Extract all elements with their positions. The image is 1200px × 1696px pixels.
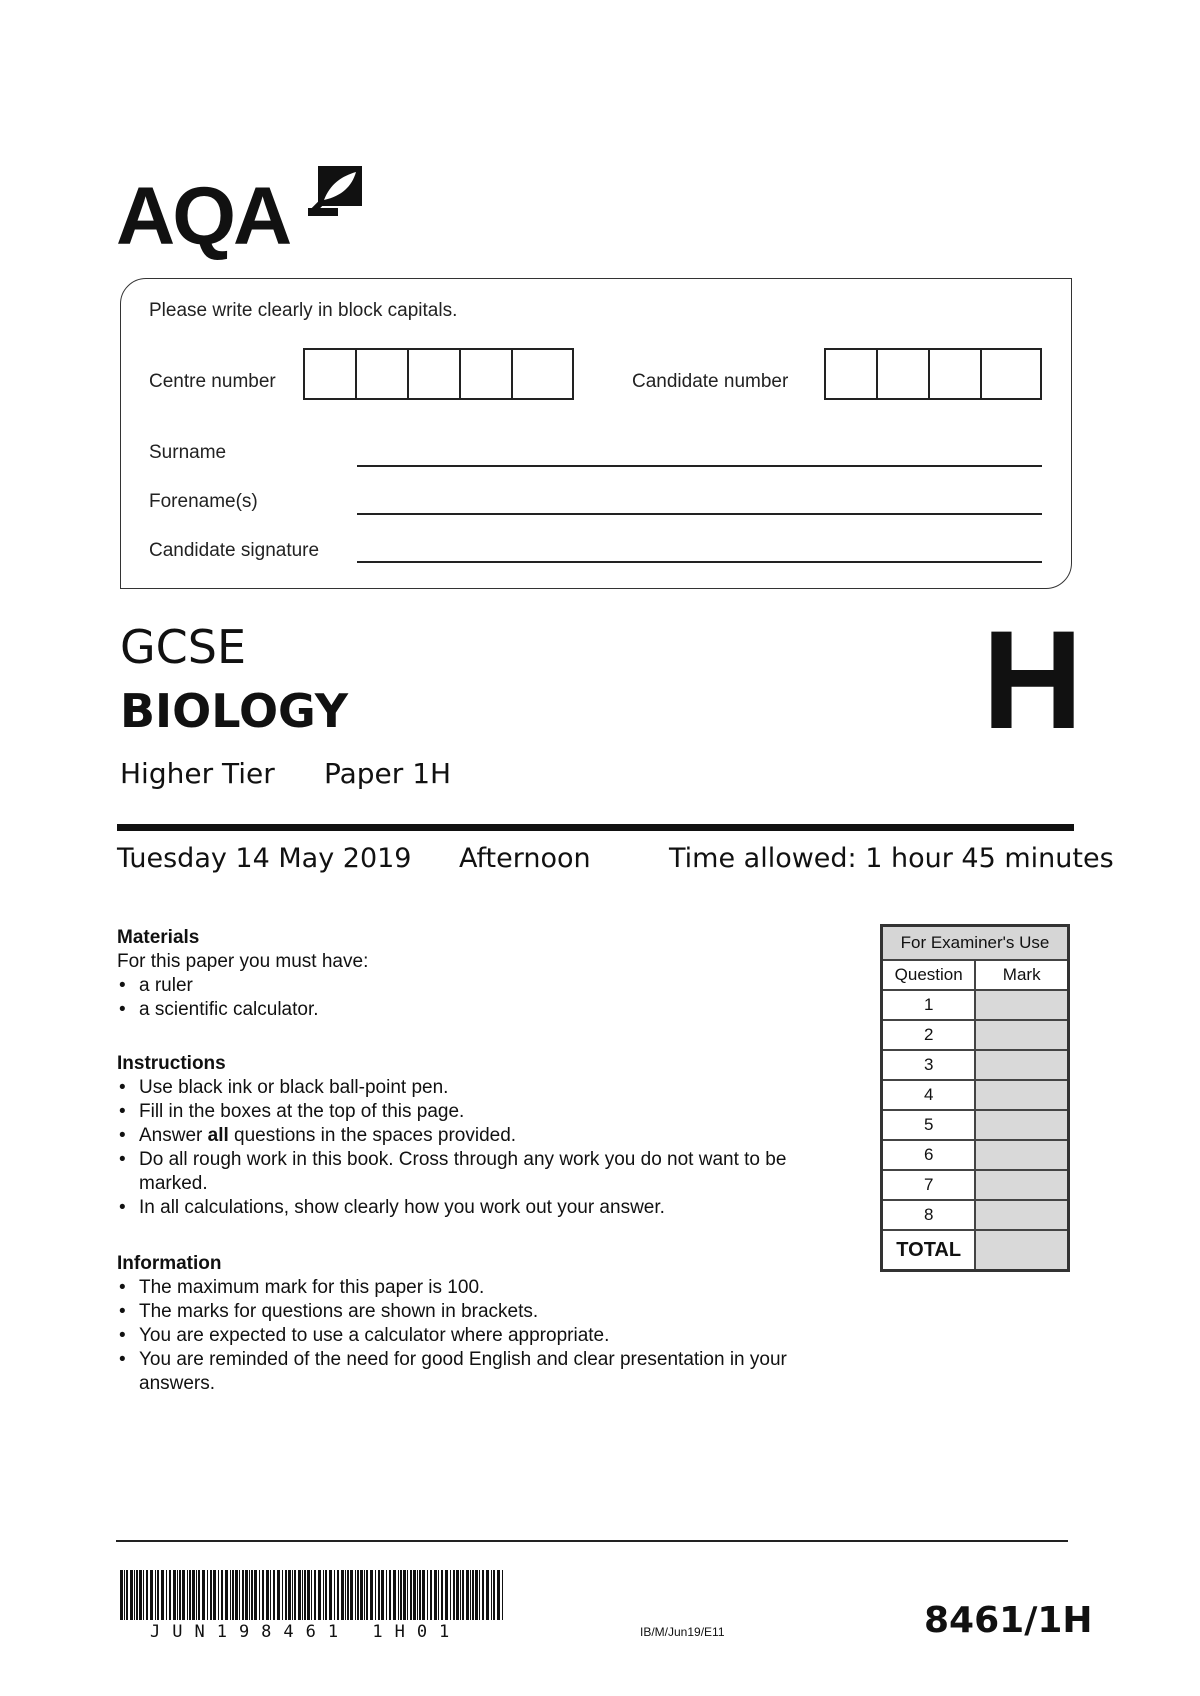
barcode-bar [456,1570,459,1620]
barcode-bar [230,1570,231,1620]
candidate-number-boxes[interactable] [824,348,1042,400]
barcode-bar [441,1570,443,1620]
centre-number-box[interactable] [513,350,565,398]
barcode-bar [407,1570,408,1620]
barcode-bar [318,1570,321,1620]
barcode-bar [375,1570,376,1620]
barcode-bar [302,1570,303,1620]
barcode-bar [136,1570,138,1620]
barcode-bar [413,1570,416,1620]
barcode-bar [126,1570,128,1620]
mark-cell[interactable] [975,1080,1068,1110]
barcode-bar [393,1570,396,1620]
mark-cell[interactable] [975,990,1068,1020]
leaf-icon [308,164,364,220]
barcode-bar [189,1570,191,1620]
barcode-bar [235,1570,238,1620]
barcode-bar [254,1570,257,1620]
barcode-bar [282,1570,283,1620]
instructions-section [117,1052,817,1220]
barcode-bar [434,1570,437,1620]
barcode-bar [139,1570,142,1620]
barcode-bar [323,1570,324,1620]
barcode-bar [161,1570,164,1620]
materials-section [117,926,817,1022]
barcode-bar [486,1570,489,1620]
list-item: • In all calculations, show clearly how you work out your answer. [117,1196,817,1220]
question-column-header: Question [882,960,976,990]
barcode-bar [403,1570,406,1620]
barcode-bar [177,1570,178,1620]
list-item: • Fill in the boxes at the top of this page. [117,1100,817,1124]
title-divider [117,824,1074,831]
barcode-bar [120,1570,123,1620]
subject-title: BIOLOGY [120,684,349,738]
barcode-bar [430,1570,432,1620]
barcode-bar [155,1570,156,1620]
table-row [882,1020,1069,1050]
signature-label: Candidate signature [149,540,320,561]
barcode-bar [329,1570,332,1620]
barcode-bar [370,1570,373,1620]
barcode-bar [239,1570,240,1620]
barcode-bar [146,1570,148,1620]
barcode-bar [210,1570,212,1620]
materials-intro: For this paper you must have: [117,951,369,972]
barcode-bar [460,1570,461,1620]
barcode-bar [259,1570,260,1620]
barcode-bar [277,1570,280,1620]
list-item: • a ruler [117,974,817,998]
list-item: • Do all rough work in this book. Cross through any work you do not want to be marked. [117,1148,817,1196]
barcode-bar [225,1570,228,1620]
list-item: • a scientific calculator. [117,998,817,1022]
total-mark-cell[interactable] [975,1230,1068,1271]
barcode-bar [345,1570,346,1620]
logo-text: AQA [116,171,290,262]
centre-number-box[interactable] [409,350,461,398]
total-row [882,1230,1069,1271]
time-allowed: Time allowed: 1 hour 45 minutes [669,843,1114,874]
barcode-bar [355,1570,356,1620]
barcode-bar [497,1570,500,1620]
list-item: • The marks for questions are shown in brackets. [117,1300,797,1324]
barcode [120,1570,506,1620]
barcode-bar [169,1570,171,1620]
barcode-bar [386,1570,387,1620]
mark-cell[interactable] [975,1110,1068,1140]
barcode-bar [196,1570,197,1620]
barcode-bar [427,1570,428,1620]
barcode-bar [285,1570,287,1620]
barcode-bar [124,1570,125,1620]
table-row [882,990,1069,1020]
question-number: 7 [882,1170,976,1200]
candidate-number-box[interactable] [826,350,878,398]
list-item: • You are reminded of the need for good English and clear presentation in your answers. [117,1348,797,1396]
barcode-bar [378,1570,380,1620]
candidate-number-label: Candidate number [632,371,789,392]
barcode-bar [453,1570,455,1620]
materials-heading: Materials [117,927,200,948]
question-number: 1 [882,990,976,1020]
barcode-bar [150,1570,153,1620]
footer-divider [116,1540,1068,1542]
barcode-bar [294,1570,296,1620]
barcode-bar [245,1570,248,1620]
barcode-bar [398,1570,399,1620]
barcode-bar [337,1570,339,1620]
barcode-bar [311,1570,312,1620]
barcode-bar [325,1570,327,1620]
tier-label: Higher Tier [120,757,275,790]
paper-code: 8461/1H [924,1600,1093,1641]
examiner-table-title: For Examiner's Use [882,926,1069,961]
barcode-bar [130,1570,133,1620]
barcode-bar [472,1570,474,1620]
barcode-bar [422,1570,425,1620]
forename-field[interactable] [357,513,1042,515]
barcode-bar [410,1570,412,1620]
barcode-bar [304,1570,306,1620]
mark-cell[interactable] [975,1020,1068,1050]
candidate-number-box[interactable] [878,350,930,398]
examiner-use-table [880,924,1070,1272]
signature-field[interactable] [357,561,1042,563]
barcode-bar [198,1570,200,1620]
barcode-bar [298,1570,301,1620]
question-number: 5 [882,1110,976,1140]
list-item: • Answer all questions in the spaces provided. [117,1124,817,1148]
question-number: 2 [882,1020,976,1050]
surname-field[interactable] [357,465,1042,467]
paper-reference: IB/M/Jun19/E11 [640,1625,725,1639]
barcode-bar [314,1570,316,1620]
barcode-bar [438,1570,439,1620]
barcode-bar [192,1570,195,1620]
mark-cell[interactable] [975,1200,1068,1230]
barcode-bar [157,1570,159,1620]
barcode-bar [143,1570,144,1620]
table-row [882,1170,1069,1200]
emphasis-text: all [207,1125,229,1146]
barcode-bar [364,1570,365,1620]
barcode-bar [213,1570,216,1620]
barcode-bar [334,1570,335,1620]
barcode-text: JUN198461 1H01 [150,1622,462,1642]
barcode-bar [366,1570,368,1620]
barcode-bar [266,1570,269,1620]
barcode-bar [292,1570,293,1620]
centre-number-boxes[interactable] [303,348,574,400]
barcode-bar [288,1570,291,1620]
barcode-bar [389,1570,391,1620]
table-row [882,1110,1069,1140]
barcode-bar [479,1570,480,1620]
question-number: 3 [882,1050,976,1080]
instructions-heading: Instructions [117,1053,226,1074]
barcode-bar [182,1570,185,1620]
centre-number-box[interactable] [461,350,513,398]
forename-label: Forename(s) [149,491,258,512]
surname-label: Surname [149,442,227,463]
barcode-bar [187,1570,188,1620]
mark-column-header: Mark [975,960,1068,990]
barcode-bar [251,1570,253,1620]
table-row [882,1200,1069,1230]
mark-cell[interactable] [975,1140,1068,1170]
candidate-number-box[interactable] [982,350,1034,398]
barcode-bar [207,1570,208,1620]
table-row [882,1140,1069,1170]
barcode-bar [341,1570,344,1620]
list-item: • The maximum mark for this paper is 100. [117,1276,797,1300]
barcode-bar [232,1570,234,1620]
barcode-bar [350,1570,353,1620]
list-item: • You are expected to use a calculator where appropriate. [117,1324,797,1348]
barcode-bar [357,1570,359,1620]
barcode-bar [491,1570,492,1620]
question-number: 8 [882,1200,976,1230]
barcode-bar [273,1570,275,1620]
qualification-title: GCSE [120,620,247,674]
table-row [882,1050,1069,1080]
information-heading: Information [117,1253,222,1274]
barcode-bar [381,1570,384,1620]
candidate-number-box[interactable] [930,350,982,398]
barcode-bar [450,1570,451,1620]
block-capitals-instruction: Please write clearly in block capitals. [149,300,458,321]
barcode-bar [307,1570,310,1620]
centre-number-label: Centre number [149,371,276,392]
barcode-bar [419,1570,421,1620]
barcode-bar [475,1570,478,1620]
barcode-bar [221,1570,223,1620]
paper-label: Paper 1H [324,757,452,790]
table-row [882,1080,1069,1110]
exam-date: Tuesday 14 May 2019 [117,843,412,874]
barcode-bar [360,1570,363,1620]
tier-letter: H [982,601,1084,758]
barcode-bar [218,1570,219,1620]
barcode-bar [462,1570,464,1620]
barcode-bar [445,1570,448,1620]
centre-number-box[interactable] [357,350,409,398]
mark-cell[interactable] [975,1050,1068,1080]
barcode-bar [166,1570,167,1620]
barcode-bar [470,1570,471,1620]
barcode-bar [493,1570,495,1620]
barcode-bar [134,1570,135,1620]
barcode-bar [242,1570,244,1620]
barcode-bar [270,1570,271,1620]
barcode-bar [400,1570,402,1620]
barcode-bar [173,1570,176,1620]
barcode-bar [347,1570,349,1620]
barcode-bar [466,1570,469,1620]
exam-session: Afternoon [459,843,591,874]
question-number: 4 [882,1080,976,1110]
information-section [117,1252,797,1396]
aqa-logo [116,162,366,262]
barcode-bar [502,1570,503,1620]
barcode-bar [202,1570,205,1620]
barcode-bar [482,1570,484,1620]
list-item: • Use black ink or black ball-point pen. [117,1076,817,1100]
barcode-bar [249,1570,250,1620]
question-number: 6 [882,1140,976,1170]
barcode-bar [179,1570,181,1620]
centre-number-box[interactable] [305,350,357,398]
barcode-bar [417,1570,418,1620]
total-label: TOTAL [882,1230,976,1271]
mark-cell[interactable] [975,1170,1068,1200]
barcode-bar [262,1570,264,1620]
